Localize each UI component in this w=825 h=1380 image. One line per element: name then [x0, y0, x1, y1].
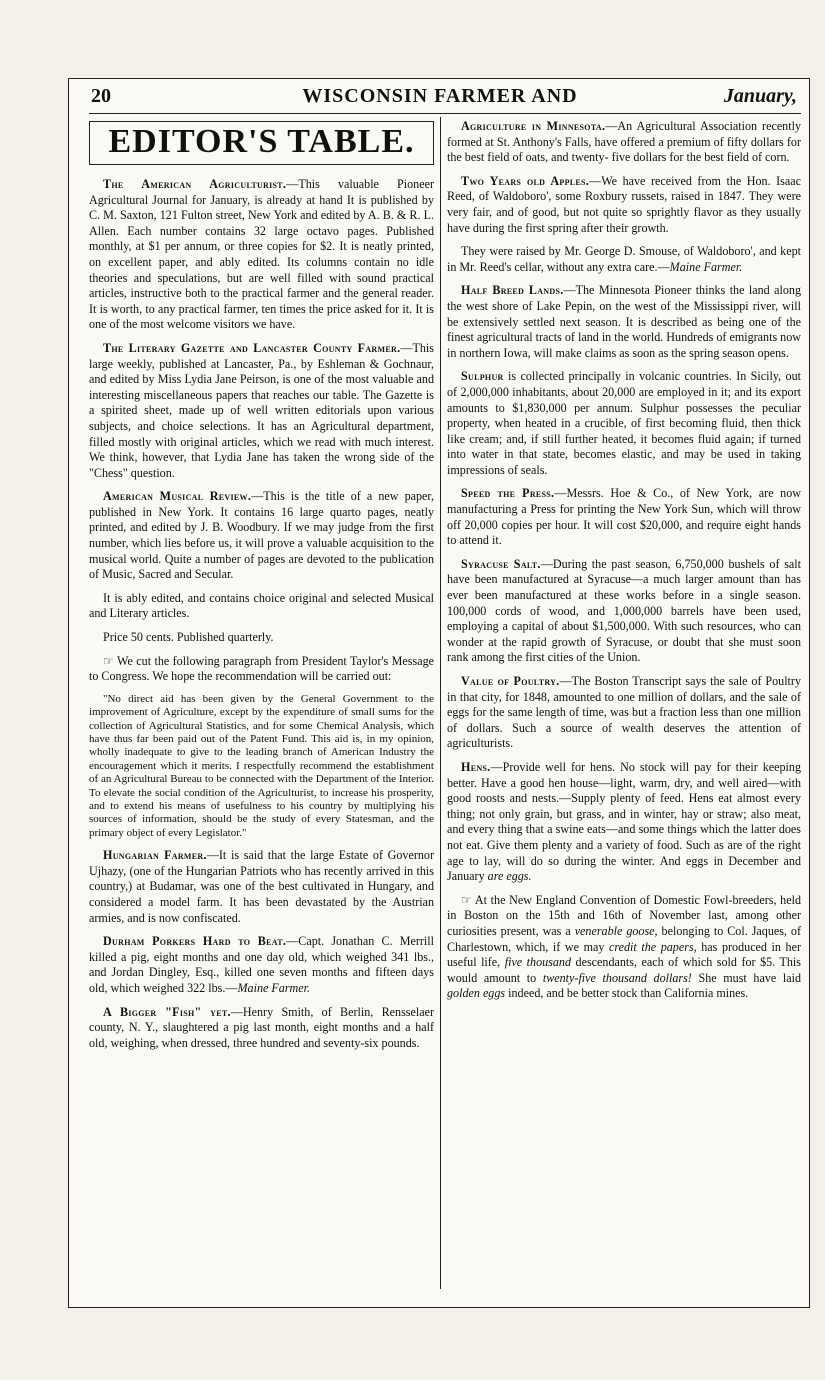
- article-american-agriculturist: [89, 177, 434, 333]
- column-divider: [440, 117, 441, 1289]
- article-body: —This is the title of a new paper, published in New York. It contains 16 large quarto pages, neatly printed, and edited by J. B. Woodbury. If we may judge from the first number, which lies before us, it will prove a valuable acquisition to the musical world. Quite a number of pages are devoted to the publication of Music, Sacred and Secular.: [89, 489, 434, 582]
- page-number: 20: [91, 85, 111, 107]
- article-half-breed-lands: [447, 283, 801, 361]
- header-rule: [89, 113, 801, 114]
- pointing-hand-icon: ☞: [461, 892, 472, 907]
- message-quote: "No direct aid has been given by the General Government to the improvement of Agriculture, except by the expenditure of small sums for the collection of Agricultural Statistics, and for some Chemical Analysis, which have thus far been paid out of the Patent Fund. This aid is, in my opinion, wholly inadequate to give to the leading branch of American Industry the encouragement which it merits. I respectfully recommend the establishment of an Agricultural Bureau to be connected with the Department of the Interior. To elevate the social condition of the Agriculturist, to increase his prosperity, and to extend his means of usefulness to his country by multiplying his sources of information, should be the study of every Statesman, and the primary object of every Legislator.": [89, 692, 434, 839]
- page-month: January,: [723, 85, 797, 107]
- article-minnesota-agriculture: [447, 119, 801, 166]
- article-hens: [447, 760, 801, 885]
- article-heading: Syracuse Salt.: [461, 556, 541, 571]
- article-speed-the-press: [447, 486, 801, 548]
- article-source: Maine Farmer.: [237, 981, 311, 996]
- article-heading: Half Breed Lands.: [461, 283, 564, 298]
- article-source: Maine Farmer.: [669, 259, 743, 274]
- newspaper-page: [68, 78, 810, 1308]
- article-emphasis: are eggs.: [487, 869, 532, 884]
- article-body: —This valuable Pioneer Agricultural Journal for January, is already at hand It is published by C. M. Saxton, 121 Fulton street, New York and edited by A. B. & R. L. Allen. Each number contains 32 large octavo pages. Published monthly, at $1 per annum, or three copies for $2. It is neatly printed, on excellent paper, and ably edited. Its columns contain no idle theories and speculations, but are well filled with sound practical articles, instructive both to the practical farmer and the general reader. It is worth, to any practical farmer, ten times the price asked for it. It is one of the most welcome visitors we have.: [89, 177, 434, 332]
- article-heading: Durham Porkers Hard to Beat.: [103, 934, 287, 949]
- article-paragraph: They were raised by Mr. George D. Smouse, of Waldoboro', and kept in Mr. Reed's cellar, without any extra care.—Maine Farmer.: [447, 244, 801, 274]
- article-body: —This large weekly, published at Lancaster, Pa., by Eshleman & Gochnaur, and edited by Miss Lydia Jane Peirson, is one of the most valuable and interesting miscellaneous papers that reaches our table. The Gazette is a spirited sheet, made up of well written editorials upon various subjects, and choice selections. It has an Agricultural department, filled mostly with original articles, which we read with much interest. We think, however, that Lydia Jane has taken the wrong side of the "Chess" question.: [89, 340, 434, 480]
- article-body: —Provide well for hens. No stock will pay for their keeping better. Have a good hen house—light, warm, dry, and well aired—with good roosts and nests.—Supply plenty of feed. Hens eat almost every thing; not only grain, but grass, and in winter, hay or straw; also meat, and every thing that a swine eats—and some things which the latter does not eat. Give them plenty and a variety of food. Such as are of the right age to lay, will do so during the winter. And eggs in December and January: [447, 759, 801, 884]
- article-musical-review: [89, 489, 434, 583]
- page-header: [69, 79, 811, 115]
- article-bigger-fish: [89, 1005, 434, 1052]
- article-paragraph: It is ably edited, and contains choice original and selected Musical and Literary articles.: [89, 590, 434, 621]
- page-title: WISCONSIN FARMER AND: [302, 85, 578, 107]
- article-durham-porkers: [89, 934, 434, 996]
- article-body: —Capt. Jonathan C. Merrill killed a pig, eight months and one day old, which weighed 341 lbs., and Jordan Dingley, Esq., killed one seven months and fifteen days old, which weighed 322 lbs.—: [89, 934, 434, 996]
- article-sulphur: [447, 369, 801, 478]
- article-literary-gazette: [89, 341, 434, 481]
- article-body: is collected principally in volcanic countries. In Sicily, out of 2,000,000 inhabitants, about 20,000 are employed in it; and its export amounts to $1,830,000 per annum. Sulphur possesses the peculiar property, when heated in a crucible, of first becoming fluid, then thick like cream; and, if still further heated, it becomes fluid again; if turned into water in that state, becomes elastic, and may be used in taking impressions of seals.: [447, 369, 801, 477]
- article-heading: Hens.: [461, 759, 491, 774]
- article-paragraph: Price 50 cents. Published quarterly.: [103, 630, 274, 645]
- article-fowl-breeders: ☞ At the New England Convention of Domestic Fowl-breeders, held in Boston on the 15th and 16th of November last, among other curiosities present, was a venerable goose, belonging to Col. Jaques, of Charlestown, which, if we may credit the papers, has produced in her useful life, five thousand descendants, each of which sold for $5. This would amount to twenty-five thousand dollars! She must have laid golden eggs indeed, and be better stock than California mines.: [447, 892, 802, 1001]
- article-body: —Henry Smith, of Berlin, Rensselaer county, N. Y., slaughtered a pig last month, eight months and a half old, weighing, when dressed, three hundred and seventy-six pounds.: [89, 1004, 434, 1050]
- article-syracuse-salt: [447, 557, 801, 666]
- article-heading: American Musical Review.: [103, 489, 252, 504]
- article-body: We cut the following paragraph from President Taylor's Message to Congress. We hope the recommendation will be carried out:: [89, 653, 434, 684]
- article-value-of-poultry: [447, 674, 801, 752]
- article-heading: A Bigger "Fish" yet.: [103, 1004, 231, 1019]
- article-heading: Agriculture in Minnesota.: [461, 119, 606, 133]
- left-column: [89, 119, 434, 1059]
- article-president-message: [89, 654, 434, 685]
- pointing-hand-icon: ☞: [103, 653, 114, 668]
- article-body: —We have received from the Hon. Isaac Reed, of Waldoboro', some Roxbury russets, raised in 1847. They were very fair, and of good, but not quite so sprightly flavor as they usually have during the first spring after their growth.: [447, 173, 801, 235]
- article-body: —During the past season, 6,750,000 bushels of salt have been manufactured at Syracuse—a much larger amount than has ever been manufactured at these works before in a single season. 100,000 cords of wood, and 1,000,000 barrels have been used, employing a capital of about $1,500,000. With such resources, who can wonder at the rapid growth of Syracuse, or doubt that she must soon rank among the first cities of the Union.: [447, 556, 801, 665]
- article-heading: The American Agriculturist.: [103, 177, 287, 191]
- article-hungarian-farmer: [89, 848, 434, 926]
- article-heading: The Literary Gazette and Lancaster County Farmer.: [103, 340, 401, 355]
- article-old-apples: [447, 174, 801, 236]
- article-body: —An Agricultural Association recently formed at St. Anthony's Falls, have offered a premium of fifty dollars for the best field of oats, and twenty- five dollars for the best field of corn.: [447, 119, 801, 165]
- article-heading: Speed the Press.: [461, 486, 555, 501]
- article-body: —The Minnesota Pioneer thinks the land along the west shore of Lake Pepin, on the west of the Mississippi river, will be extensively settled next season. It is described as being one of the finest agricultural tracts of land in the world. Hundreds of emigrants now in northern Iowa, will make claims as soon as the spring season opens.: [447, 283, 802, 360]
- article-body: —Messrs. Hoe & Co., of New York, are now manufacturing a Press for printing the New York Sun, which will throw off 20,000 copies per hour. It will cost $20,000, and require eight hands to attend it.: [447, 486, 801, 548]
- article-heading: Sulphur: [461, 369, 504, 384]
- article-heading: Hungarian Farmer.: [103, 848, 207, 863]
- article-heading: Two Years old Apples.: [461, 173, 590, 188]
- editors-table-title: EDITOR'S TABLE.: [89, 121, 434, 165]
- right-column: [447, 119, 801, 1010]
- article-body: —The Boston Transcript says the sale of Poultry in that city, for 1848, amounted to one million of dollars, and the sale of eggs for the same length of time, was but a fraction less than one million of dollars. Such a source of wealth deserves the attention of agriculturists.: [447, 674, 801, 751]
- article-body: —It is said that the large Estate of Governor Ujhazy, (one of the Hungarian Patriots who has recently arrived in this country,) at Budamar, was one of the best cultivated in Hungary, and considered a model farm. It has been devastated by the Austrian armies, and is now confiscated.: [89, 848, 434, 925]
- article-heading: Value of Poultry.: [461, 674, 560, 688]
